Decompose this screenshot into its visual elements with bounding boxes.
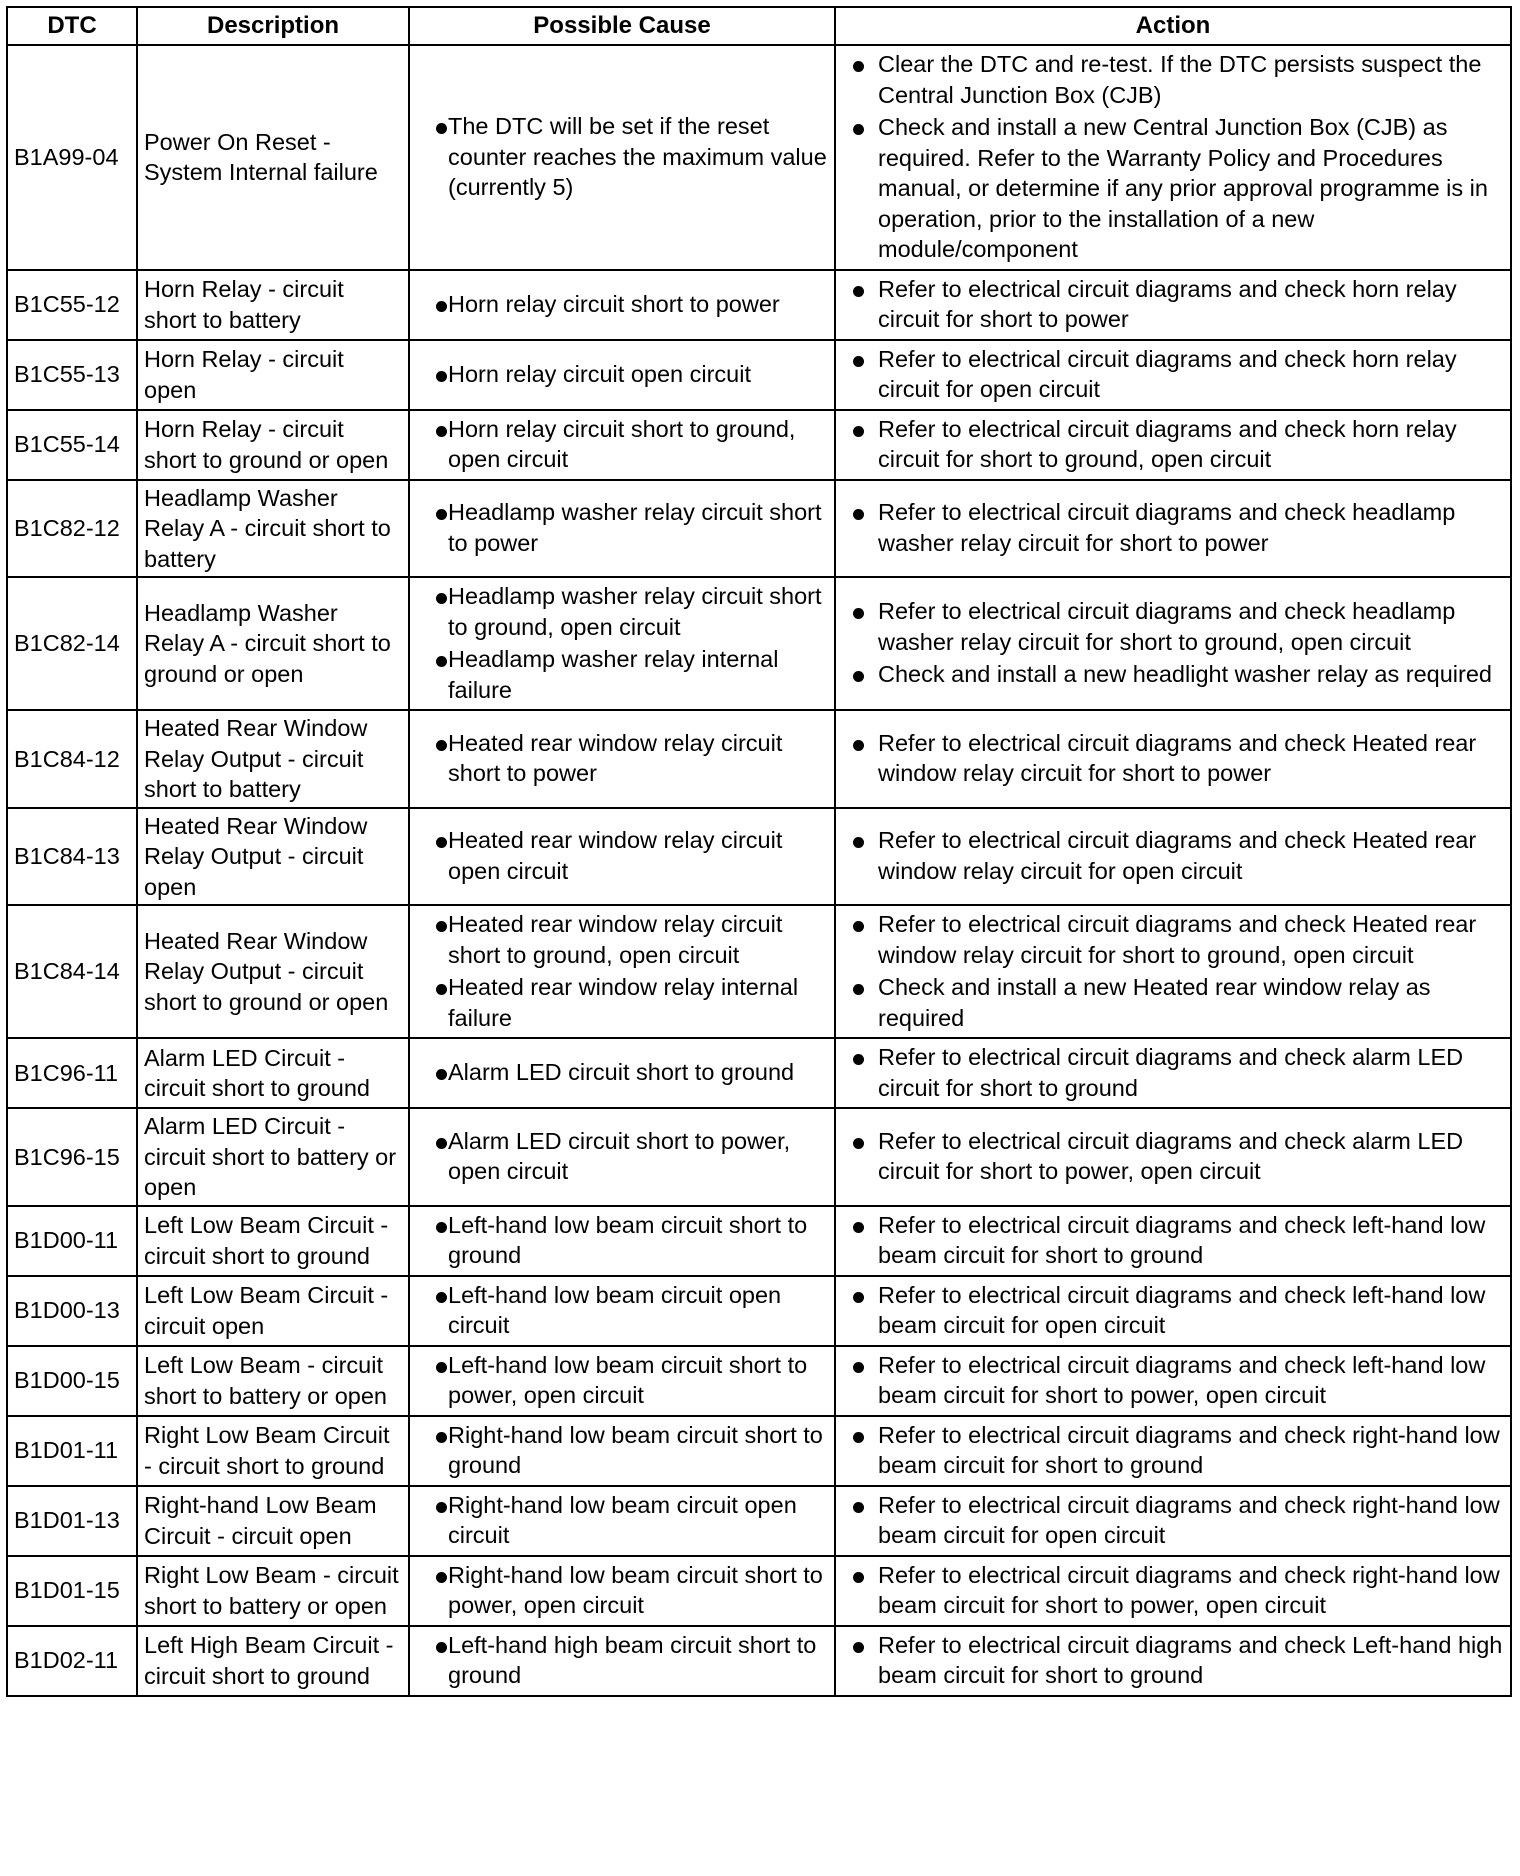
action-list bbox=[842, 728, 1504, 789]
table-row bbox=[7, 480, 1511, 578]
possible-cause-list bbox=[416, 1420, 828, 1481]
header-row bbox=[7, 7, 1511, 45]
action-cell bbox=[835, 410, 1511, 480]
action-cell bbox=[835, 1276, 1511, 1346]
possible-cause-cell bbox=[409, 1556, 835, 1626]
action-list bbox=[842, 1280, 1504, 1341]
action-item: Refer to electrical circuit diagrams and check right-hand low beam circuit for open circuit bbox=[842, 1490, 1504, 1551]
possible-cause-cell bbox=[409, 1486, 835, 1556]
possible-cause-cell bbox=[409, 905, 835, 1038]
possible-cause-item: Right-hand low beam circuit short to ground bbox=[416, 1420, 828, 1481]
action-cell bbox=[835, 1556, 1511, 1626]
possible-cause-cell bbox=[409, 1206, 835, 1276]
description-cell: Left Low Beam Circuit - circuit short to ground bbox=[137, 1206, 409, 1276]
action-item: Refer to electrical circuit diagrams and check horn relay circuit for short to ground, open circuit bbox=[842, 414, 1504, 475]
possible-cause-list bbox=[416, 1490, 828, 1551]
description-cell: Horn Relay - circuit short to battery bbox=[137, 270, 409, 340]
possible-cause-item: Alarm LED circuit short to power, open circuit bbox=[416, 1126, 828, 1187]
action-list bbox=[842, 1042, 1504, 1103]
description-cell: Left High Beam Circuit - circuit short to ground bbox=[137, 1626, 409, 1696]
possible-cause-cell bbox=[409, 1276, 835, 1346]
action-list bbox=[842, 1420, 1504, 1481]
header-action: Action bbox=[835, 7, 1511, 45]
action-cell bbox=[835, 1416, 1511, 1486]
action-cell bbox=[835, 1038, 1511, 1108]
action-item: Clear the DTC and re-test. If the DTC persists suspect the Central Junction Box (CJB) bbox=[842, 49, 1504, 110]
table-row bbox=[7, 1108, 1511, 1206]
possible-cause-list bbox=[416, 1630, 828, 1691]
possible-cause-cell bbox=[409, 340, 835, 410]
table-header bbox=[7, 7, 1511, 45]
table-body bbox=[7, 45, 1511, 1696]
action-item: Refer to electrical circuit diagrams and check headlamp washer relay circuit for short to power bbox=[842, 497, 1504, 558]
action-list bbox=[842, 344, 1504, 405]
action-cell bbox=[835, 45, 1511, 270]
action-cell bbox=[835, 577, 1511, 710]
possible-cause-item: Left-hand low beam circuit short to ground bbox=[416, 1210, 828, 1271]
possible-cause-cell bbox=[409, 410, 835, 480]
action-list bbox=[842, 1630, 1504, 1691]
description-cell: Horn Relay - circuit short to ground or open bbox=[137, 410, 409, 480]
dtc-code-cell: B1C84-12 bbox=[7, 710, 137, 808]
possible-cause-item: The DTC will be set if the reset counter reaches the maximum value (currently 5) bbox=[416, 111, 828, 203]
dtc-code-cell: B1D01-11 bbox=[7, 1416, 137, 1486]
action-item: Refer to electrical circuit diagrams and check horn relay circuit for short to power bbox=[842, 274, 1504, 335]
table-row bbox=[7, 1556, 1511, 1626]
table-row bbox=[7, 270, 1511, 340]
action-item: Refer to electrical circuit diagrams and check left-hand low beam circuit for short to ground bbox=[842, 1210, 1504, 1271]
action-item: Check and install a new Heated rear window relay as required bbox=[842, 972, 1504, 1033]
action-item: Refer to electrical circuit diagrams and check Heated rear window relay circuit for short to power bbox=[842, 728, 1504, 789]
action-cell bbox=[835, 270, 1511, 340]
possible-cause-cell bbox=[409, 1038, 835, 1108]
possible-cause-list bbox=[416, 1126, 828, 1187]
dtc-code-cell: B1A99-04 bbox=[7, 45, 137, 270]
table-row bbox=[7, 905, 1511, 1038]
possible-cause-list bbox=[416, 1057, 828, 1088]
description-cell: Headlamp Washer Relay A - circuit short to battery bbox=[137, 480, 409, 578]
possible-cause-list bbox=[416, 1280, 828, 1341]
dtc-code-cell: B1C84-13 bbox=[7, 808, 137, 906]
description-cell: Heated Rear Window Relay Output - circuit short to ground or open bbox=[137, 905, 409, 1038]
action-list bbox=[842, 1560, 1504, 1621]
table-row bbox=[7, 1416, 1511, 1486]
action-list bbox=[842, 825, 1504, 886]
header-description: Description bbox=[137, 7, 409, 45]
possible-cause-list bbox=[416, 1210, 828, 1271]
possible-cause-item: Left-hand high beam circuit short to ground bbox=[416, 1630, 828, 1691]
action-cell bbox=[835, 710, 1511, 808]
action-item: Refer to electrical circuit diagrams and check alarm LED circuit for short to power, open circuit bbox=[842, 1126, 1504, 1187]
dtc-code-cell: B1D00-13 bbox=[7, 1276, 137, 1346]
action-list bbox=[842, 1490, 1504, 1551]
table-row bbox=[7, 340, 1511, 410]
possible-cause-list bbox=[416, 1350, 828, 1411]
possible-cause-list bbox=[416, 581, 828, 705]
possible-cause-list bbox=[416, 497, 828, 558]
table-row bbox=[7, 1486, 1511, 1556]
table-row bbox=[7, 710, 1511, 808]
action-cell bbox=[835, 1346, 1511, 1416]
action-list bbox=[842, 497, 1504, 558]
possible-cause-cell bbox=[409, 577, 835, 710]
action-item: Refer to electrical circuit diagrams and check right-hand low beam circuit for short to power, open circuit bbox=[842, 1560, 1504, 1621]
possible-cause-item: Heated rear window relay internal failure bbox=[416, 972, 828, 1033]
action-cell bbox=[835, 808, 1511, 906]
action-item: Refer to electrical circuit diagrams and check right-hand low beam circuit for short to ground bbox=[842, 1420, 1504, 1481]
possible-cause-item: Right-hand low beam circuit open circuit bbox=[416, 1490, 828, 1551]
dtc-code-cell: B1D01-15 bbox=[7, 1556, 137, 1626]
dtc-code-cell: B1C84-14 bbox=[7, 905, 137, 1038]
possible-cause-list bbox=[416, 111, 828, 203]
action-list bbox=[842, 596, 1504, 690]
dtc-code-cell: B1D00-11 bbox=[7, 1206, 137, 1276]
possible-cause-item: Heated rear window relay circuit short to power bbox=[416, 728, 828, 789]
action-list bbox=[842, 49, 1504, 265]
dtc-code-cell: B1C55-14 bbox=[7, 410, 137, 480]
action-item: Check and install a new headlight washer relay as required bbox=[842, 659, 1504, 690]
possible-cause-item: Headlamp washer relay circuit short to ground, open circuit bbox=[416, 581, 828, 642]
table-row bbox=[7, 1038, 1511, 1108]
possible-cause-cell bbox=[409, 480, 835, 578]
action-list bbox=[842, 414, 1504, 475]
action-list bbox=[842, 1210, 1504, 1271]
possible-cause-list bbox=[416, 414, 828, 475]
possible-cause-cell bbox=[409, 1346, 835, 1416]
possible-cause-cell bbox=[409, 808, 835, 906]
description-cell: Alarm LED Circuit - circuit short to ground bbox=[137, 1038, 409, 1108]
dtc-code-cell: B1D01-13 bbox=[7, 1486, 137, 1556]
table-row bbox=[7, 1626, 1511, 1696]
possible-cause-list bbox=[416, 909, 828, 1033]
action-list bbox=[842, 909, 1504, 1033]
action-cell bbox=[835, 1108, 1511, 1206]
table-row bbox=[7, 45, 1511, 270]
possible-cause-item: Heated rear window relay circuit short to ground, open circuit bbox=[416, 909, 828, 970]
action-list bbox=[842, 274, 1504, 335]
action-cell bbox=[835, 1206, 1511, 1276]
table-row bbox=[7, 1346, 1511, 1416]
description-cell: Heated Rear Window Relay Output - circuit short to battery bbox=[137, 710, 409, 808]
dtc-code-cell: B1C55-12 bbox=[7, 270, 137, 340]
dtc-code-cell: B1C96-11 bbox=[7, 1038, 137, 1108]
description-cell: Headlamp Washer Relay A - circuit short to ground or open bbox=[137, 577, 409, 710]
possible-cause-item: Headlamp washer relay circuit short to power bbox=[416, 497, 828, 558]
possible-cause-list bbox=[416, 728, 828, 789]
possible-cause-item: Horn relay circuit open circuit bbox=[416, 359, 828, 390]
possible-cause-item: Headlamp washer relay internal failure bbox=[416, 644, 828, 705]
table-row bbox=[7, 410, 1511, 480]
possible-cause-list bbox=[416, 289, 828, 320]
description-cell: Heated Rear Window Relay Output - circuit open bbox=[137, 808, 409, 906]
dtc-code-cell: B1C96-15 bbox=[7, 1108, 137, 1206]
description-cell: Left Low Beam Circuit - circuit open bbox=[137, 1276, 409, 1346]
action-item: Refer to electrical circuit diagrams and check Left-hand high beam circuit for short to ground bbox=[842, 1630, 1504, 1691]
description-cell: Left Low Beam - circuit short to battery or open bbox=[137, 1346, 409, 1416]
action-cell bbox=[835, 1626, 1511, 1696]
action-cell bbox=[835, 480, 1511, 578]
description-cell: Power On Reset - System Internal failure bbox=[137, 45, 409, 270]
possible-cause-item: Left-hand low beam circuit short to power, open circuit bbox=[416, 1350, 828, 1411]
possible-cause-item: Horn relay circuit short to power bbox=[416, 289, 828, 320]
dtc-code-cell: B1C55-13 bbox=[7, 340, 137, 410]
description-cell: Horn Relay - circuit open bbox=[137, 340, 409, 410]
possible-cause-cell bbox=[409, 1626, 835, 1696]
table-row bbox=[7, 808, 1511, 906]
dtc-code-cell: B1C82-12 bbox=[7, 480, 137, 578]
possible-cause-item: Right-hand low beam circuit short to power, open circuit bbox=[416, 1560, 828, 1621]
possible-cause-cell bbox=[409, 1416, 835, 1486]
action-list bbox=[842, 1350, 1504, 1411]
possible-cause-cell bbox=[409, 270, 835, 340]
description-cell: Right Low Beam - circuit short to battery or open bbox=[137, 1556, 409, 1626]
dtc-code-cell: B1C82-14 bbox=[7, 577, 137, 710]
action-item: Check and install a new Central Junction Box (CJB) as required. Refer to the Warranty Policy and Procedures manual, or determine if any prior approval programme is in operation, prior to the installation of a new module/component bbox=[842, 112, 1504, 265]
table-row bbox=[7, 1276, 1511, 1346]
action-item: Refer to electrical circuit diagrams and check alarm LED circuit for short to ground bbox=[842, 1042, 1504, 1103]
possible-cause-item: Alarm LED circuit short to ground bbox=[416, 1057, 828, 1088]
action-item: Refer to electrical circuit diagrams and check Heated rear window relay circuit for short to ground, open circuit bbox=[842, 909, 1504, 970]
action-item: Refer to electrical circuit diagrams and check left-hand low beam circuit for open circuit bbox=[842, 1280, 1504, 1341]
header-dtc: DTC bbox=[7, 7, 137, 45]
possible-cause-list bbox=[416, 825, 828, 886]
possible-cause-item: Left-hand low beam circuit open circuit bbox=[416, 1280, 828, 1341]
table-row bbox=[7, 577, 1511, 710]
action-list bbox=[842, 1126, 1504, 1187]
action-cell bbox=[835, 1486, 1511, 1556]
description-cell: Alarm LED Circuit - circuit short to battery or open bbox=[137, 1108, 409, 1206]
possible-cause-item: Heated rear window relay circuit open circuit bbox=[416, 825, 828, 886]
description-cell: Right-hand Low Beam Circuit - circuit open bbox=[137, 1486, 409, 1556]
description-cell: Right Low Beam Circuit - circuit short to ground bbox=[137, 1416, 409, 1486]
dtc-code-cell: B1D02-11 bbox=[7, 1626, 137, 1696]
possible-cause-cell bbox=[409, 1108, 835, 1206]
action-item: Refer to electrical circuit diagrams and check Heated rear window relay circuit for open circuit bbox=[842, 825, 1504, 886]
header-possible-cause: Possible Cause bbox=[409, 7, 835, 45]
possible-cause-cell bbox=[409, 710, 835, 808]
dtc-table bbox=[6, 6, 1512, 1697]
table-row bbox=[7, 1206, 1511, 1276]
possible-cause-list bbox=[416, 359, 828, 390]
action-cell bbox=[835, 340, 1511, 410]
action-item: Refer to electrical circuit diagrams and check left-hand low beam circuit for short to power, open circuit bbox=[842, 1350, 1504, 1411]
action-item: Refer to electrical circuit diagrams and check horn relay circuit for open circuit bbox=[842, 344, 1504, 405]
dtc-code-cell: B1D00-15 bbox=[7, 1346, 137, 1416]
possible-cause-item: Horn relay circuit short to ground, open circuit bbox=[416, 414, 828, 475]
action-cell bbox=[835, 905, 1511, 1038]
action-item: Refer to electrical circuit diagrams and check headlamp washer relay circuit for short to ground, open circuit bbox=[842, 596, 1504, 657]
possible-cause-list bbox=[416, 1560, 828, 1621]
possible-cause-cell bbox=[409, 45, 835, 270]
